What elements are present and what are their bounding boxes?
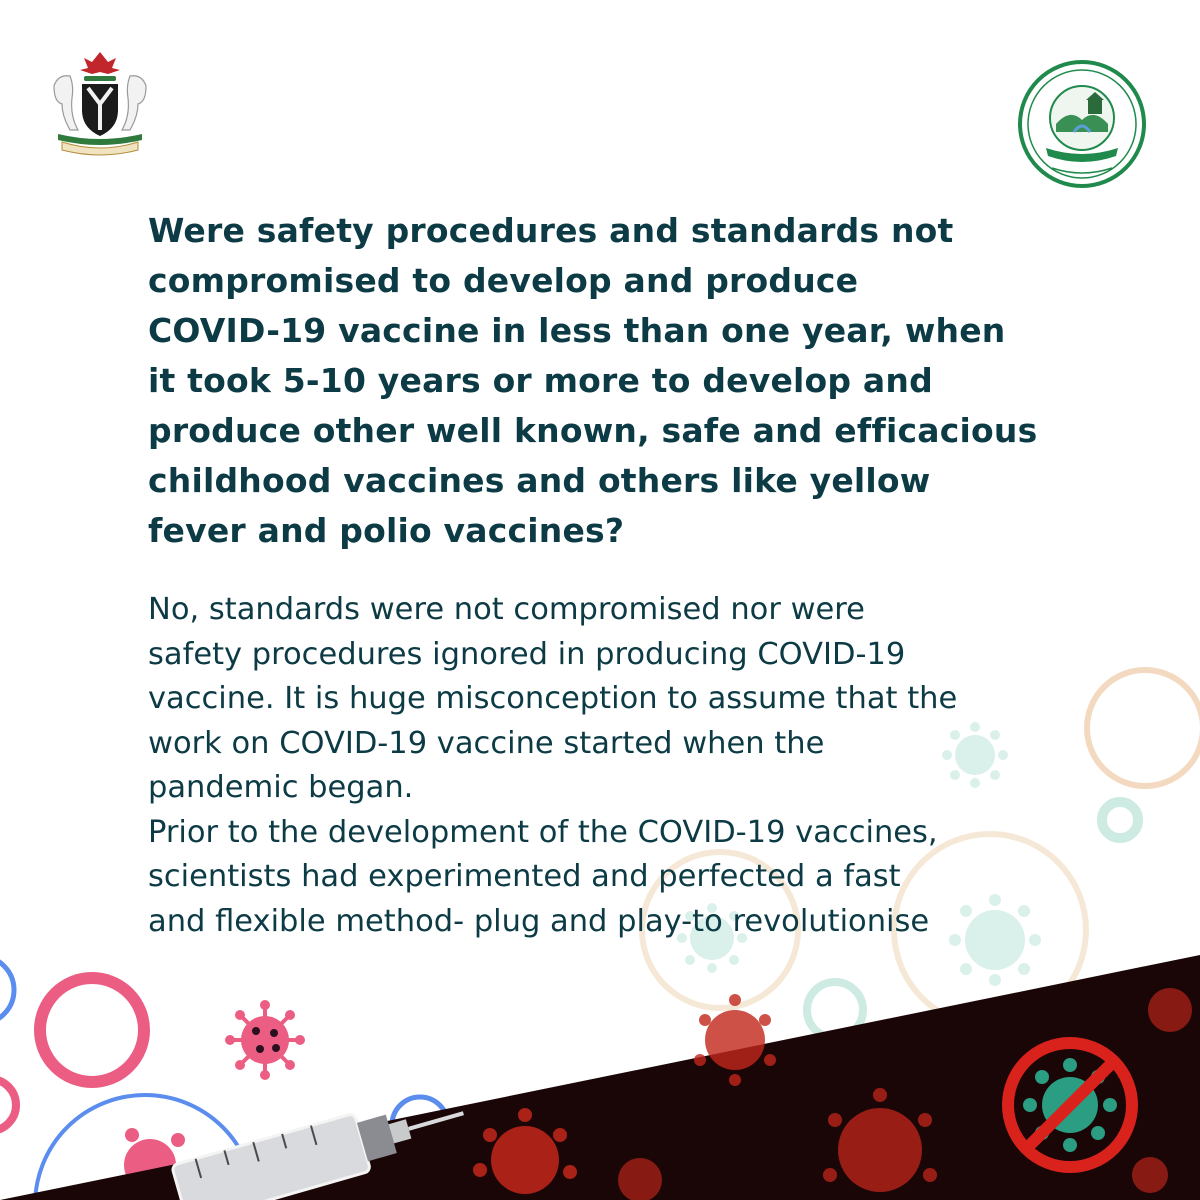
question-line: childhood vaccines and others like yellow bbox=[148, 461, 931, 500]
answer-line: No, standards were not compromised nor were bbox=[148, 592, 865, 627]
virus-icon bbox=[225, 1000, 305, 1080]
question-line: it took 5-10 years or more to develop and bbox=[148, 361, 933, 400]
answer-line: vaccine. It is huge misconception to assume that the bbox=[148, 681, 958, 716]
nphcda-seal-icon bbox=[1018, 60, 1146, 188]
no-virus-sign-icon bbox=[1008, 1043, 1132, 1167]
question-line: compromised to develop and produce bbox=[148, 261, 859, 300]
question-line: produce other well known, safe and efficacious bbox=[148, 411, 1038, 450]
answer-line: safety procedures ignored in producing COVID-19 bbox=[148, 636, 906, 672]
answer-line: scientists had experimented and perfected a fast bbox=[148, 859, 901, 894]
answer-line: Prior to the development of the COVID-19 vaccines, bbox=[148, 814, 938, 850]
answer-line: work on COVID-19 vaccine started when the bbox=[148, 725, 825, 761]
question-line: COVID-19 vaccine in less than one year, when bbox=[148, 311, 1006, 350]
answer-line: and flexible method- plug and play-to revolutionise bbox=[148, 903, 930, 939]
nigeria-coat-of-arms-icon bbox=[40, 46, 160, 156]
decor-ring bbox=[0, 1079, 16, 1131]
question-line: Were safety procedures and standards not bbox=[148, 211, 954, 250]
question-heading bbox=[148, 206, 1158, 556]
answer-line: pandemic began. bbox=[148, 770, 414, 805]
decor-ring bbox=[40, 978, 144, 1082]
decor-ring bbox=[0, 956, 14, 1024]
question-line: fever and polio vaccines? bbox=[148, 511, 625, 550]
answer-paragraph bbox=[148, 588, 1158, 944]
